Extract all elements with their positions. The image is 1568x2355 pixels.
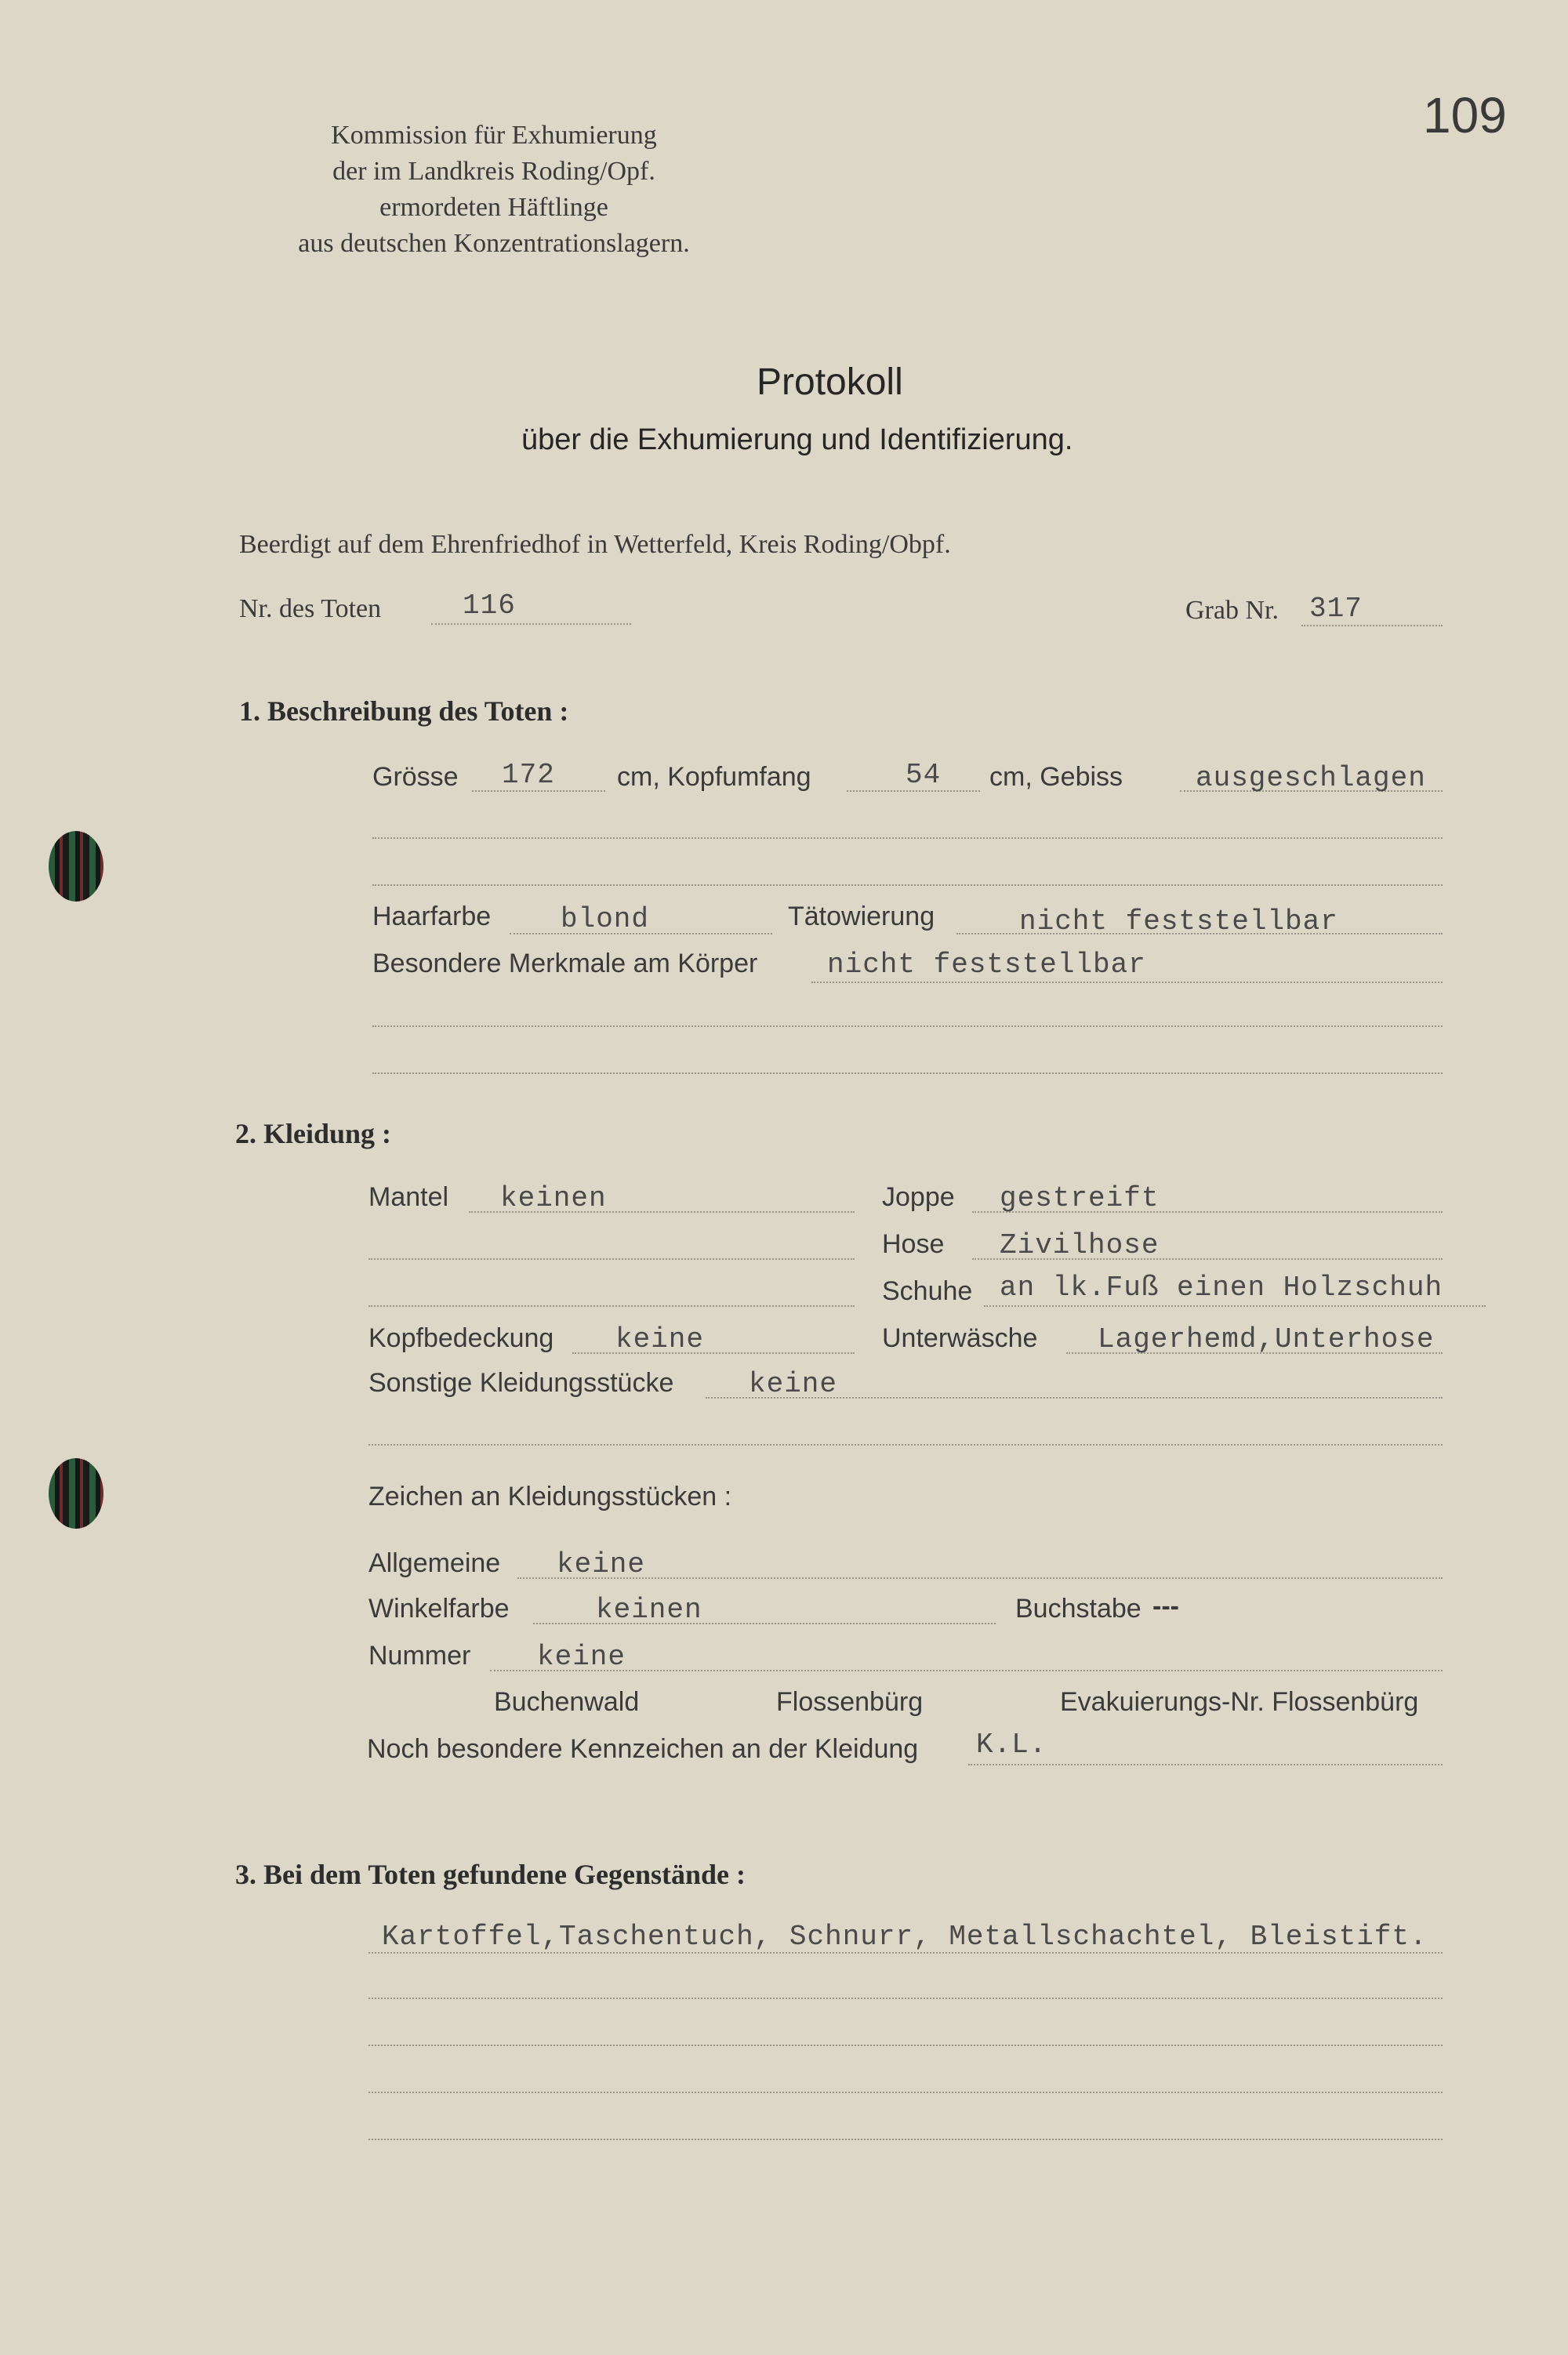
letter-label: Buchstabe (1015, 1594, 1142, 1624)
document-subtitle: über die Exhumierung und Identifizierung. (521, 423, 1073, 456)
dead-number-label: Nr. des Toten (239, 594, 382, 623)
clothing-marks-heading: Zeichen an Kleidungsstücken : (368, 1482, 732, 1511)
commission-header (259, 118, 729, 262)
punch-hole-icon (49, 831, 103, 902)
number-label: Nummer (368, 1641, 471, 1671)
grave-number-value: 317 (1309, 593, 1363, 625)
headwear-value: keine (615, 1323, 705, 1355)
size-value: 172 (502, 759, 555, 791)
general-label: Allgemeine (368, 1548, 501, 1578)
number-value: keine (537, 1641, 626, 1673)
head-value: 54 (906, 759, 942, 791)
grave-number-label: Grab Nr. (1185, 596, 1279, 625)
dead-number-value: 116 (463, 590, 516, 622)
general-value: keine (557, 1548, 646, 1580)
header-line-1: Kommission für Exhumierung (331, 121, 657, 150)
camp-flossenbuerg: Flossenbürg (776, 1687, 924, 1717)
found-items-value: Kartoffel,Taschentuch, Schnurr, Metallschachtel, Bleistift. (382, 1921, 1428, 1953)
marks-value: nicht feststellbar (827, 949, 1146, 981)
shoes-value: an lk.Fuß einen Holzschuh (1000, 1272, 1443, 1304)
jacket-value: gestreift (1000, 1182, 1160, 1214)
camp-buchenwald: Buchenwald (494, 1687, 640, 1717)
hair-label: Haarfarbe (372, 902, 492, 931)
teeth-label: cm, Gebiss (989, 762, 1123, 792)
document-title: Protokoll (757, 361, 903, 403)
evacuation-number-label: Evakuierungs-Nr. Flossenbürg (1060, 1687, 1419, 1717)
other-clothing-value: keine (749, 1368, 838, 1400)
further-marks-label: Noch besondere Kennzeichen an der Kleidung (367, 1734, 919, 1764)
header-line-3: ermordeten Häftlinge (379, 193, 608, 222)
marks-label: Besondere Merkmale am Körper (372, 949, 758, 978)
underwear-label: Unterwäsche (882, 1323, 1038, 1353)
triangle-color-label: Winkelfarbe (368, 1594, 510, 1624)
letter-value: --- (1152, 1591, 1179, 1621)
page-number: 109 (1423, 87, 1507, 143)
coat-value: keinen (500, 1182, 607, 1214)
section-2-heading: 2. Kleidung : (235, 1118, 392, 1149)
trousers-value: Zivilhose (1000, 1229, 1160, 1261)
shoes-label: Schuhe (882, 1276, 973, 1306)
punch-hole-icon (49, 1458, 103, 1529)
burial-line: Beerdigt auf dem Ehrenfriedhof in Wetterfeld, Kreis Roding/Obpf. (239, 530, 951, 559)
section-3-heading: 3. Bei dem Toten gefundene Gegenstände : (235, 1859, 746, 1890)
hair-value: blond (561, 903, 650, 935)
headwear-label: Kopfbedeckung (368, 1323, 554, 1353)
other-clothing-label: Sonstige Kleidungsstücke (368, 1368, 674, 1398)
jacket-label: Joppe (882, 1182, 955, 1212)
underwear-value: Lagerhemd,Unterhose (1098, 1323, 1435, 1355)
triangle-color-value: keinen (596, 1594, 702, 1626)
tattoo-value: nicht feststellbar (1019, 905, 1338, 938)
head-label: cm, Kopfumfang (617, 762, 811, 792)
size-label: Grösse (372, 762, 459, 792)
further-marks-value: K.L. (976, 1729, 1047, 1761)
trousers-label: Hose (882, 1229, 945, 1259)
header-line-2: der im Landkreis Roding/Opf. (332, 157, 655, 186)
header-line-4: aus deutschen Konzentrationslagern. (298, 229, 690, 258)
coat-label: Mantel (368, 1182, 449, 1212)
section-1-heading: 1. Beschreibung des Toten : (239, 695, 569, 727)
teeth-value: ausgeschlagen (1196, 762, 1426, 794)
tattoo-label: Tätowierung (788, 902, 935, 931)
